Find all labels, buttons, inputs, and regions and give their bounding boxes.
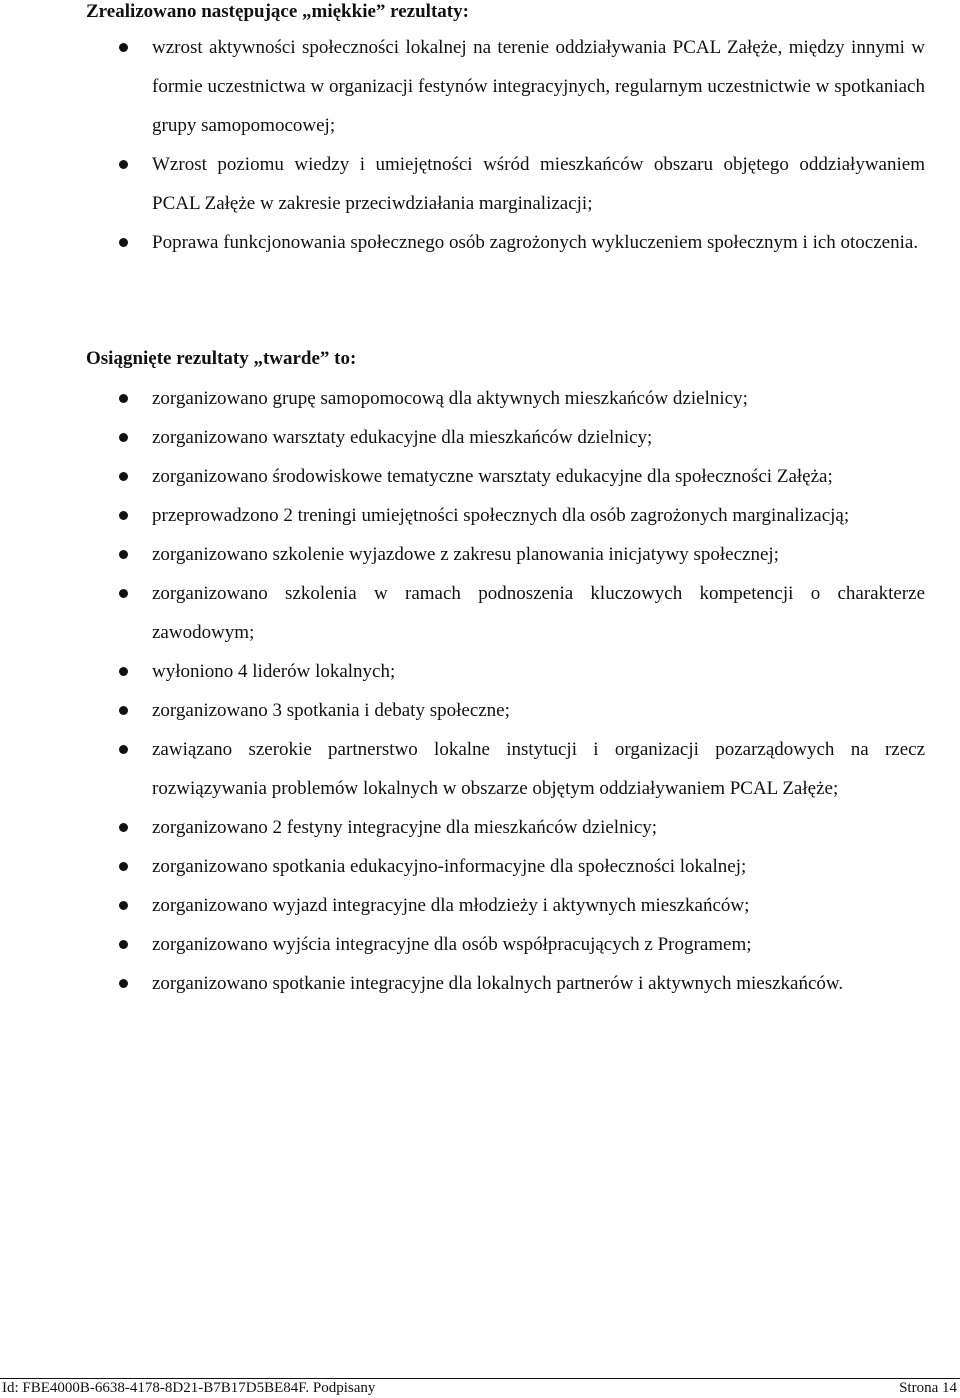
bullet-icon: [119, 862, 128, 871]
list-item-text: zorganizowano szkolenia w ramach podnoszenia kluczowych kompetencji o charakterze zawodowym;: [152, 583, 925, 643]
list-item: [0, 886, 960, 925]
bullet-icon: [119, 238, 128, 247]
bullet-icon: [119, 589, 128, 598]
bullet-icon: [119, 667, 128, 676]
bullet-icon: [119, 979, 128, 988]
bullet-icon: [119, 43, 128, 52]
list-item-text: wzrost aktywności społeczności lokalnej na terenie oddziaływania PCAL Załęże, między innymi w formie uczestnictwa w organizacji festynów integracyjnych, regularnym uczestnictwie w spotkaniach grupy samopomocowej;: [152, 37, 925, 136]
page-footer: [0, 1378, 960, 1398]
list-item-text: zawiązano szerokie partnerstwo lokalne instytucji i organizacji pozarządowych na rzecz rozwiązywania problemów lokalnych w obszarze objętym oddziaływaniem PCAL Załęże;: [152, 739, 925, 799]
list-item: [0, 964, 960, 1003]
list-item: [0, 808, 960, 847]
bullet-icon: [119, 550, 128, 559]
list-item: [0, 496, 960, 535]
list-item: [0, 457, 960, 496]
list-item-text: zorganizowano spotkanie integracyjne dla lokalnych partnerów i aktywnych mieszkańców.: [152, 973, 844, 994]
bullet-icon: [119, 394, 128, 403]
bullet-icon: [119, 511, 128, 520]
list-item: [0, 730, 960, 808]
list-item: [0, 145, 960, 223]
bullet-icon: [119, 901, 128, 910]
list-item-text: zorganizowano 2 festyny integracyjne dla mieszkańców dzielnicy;: [152, 817, 658, 838]
bullet-icon: [119, 160, 128, 169]
list-item-text: zorganizowano szkolenie wyjazdowe z zakresu planowania inicjatywy społecznej;: [152, 544, 779, 565]
document-id: Id: FBE4000B-6638-4178-8D21-B7B17D5BE84F. Podpisany: [2, 1380, 376, 1396]
bullet-icon: [119, 940, 128, 949]
bullet-icon: [119, 706, 128, 715]
list-item: [0, 535, 960, 574]
list-item: [0, 652, 960, 691]
bullet-icon: [119, 433, 128, 442]
list-item-text: Poprawa funkcjonowania społecznego osób zagrożonych wykluczeniem społecznym i ich otoczenia.: [152, 232, 919, 253]
bullet-icon: [119, 472, 128, 481]
hard-results-heading: Osiągnięte rezultaty „twarde” to:: [86, 348, 357, 369]
list-item-text: zorganizowano warsztaty edukacyjne dla mieszkańców dzielnicy;: [152, 427, 653, 448]
list-item: [0, 574, 960, 652]
bullet-icon: [119, 745, 128, 754]
soft-results-list: [0, 28, 960, 262]
list-item: [0, 691, 960, 730]
list-item-text: przeprowadzono 2 treningi umiejętności społecznych dla osób zagrożonych marginalizacją;: [152, 505, 850, 526]
list-item-text: zorganizowano spotkania edukacyjno-informacyjne dla społeczności lokalnej;: [152, 856, 747, 877]
page-number: Strona 14: [899, 1380, 957, 1396]
list-item: [0, 28, 960, 145]
list-item: [0, 223, 960, 262]
list-item-text: zorganizowano grupę samopomocową dla aktywnych mieszkańców dzielnicy;: [152, 388, 748, 409]
list-item: [0, 847, 960, 886]
list-item-text: zorganizowano wyjazd integracyjne dla młodzieży i aktywnych mieszkańców;: [152, 895, 750, 916]
soft-results-heading: Zrealizowano następujące „miękkie” rezultaty:: [86, 1, 469, 22]
list-item: [0, 418, 960, 457]
list-item-text: wyłoniono 4 liderów lokalnych;: [152, 661, 396, 682]
bullet-icon: [119, 823, 128, 832]
hard-results-list: [0, 379, 960, 1003]
list-item-text: Wzrost poziomu wiedzy i umiejętności wśród mieszkańców obszaru objętego oddziaływaniem PCAL Załęże w zakresie przeciwdziałania marginalizacji;: [152, 154, 925, 214]
list-item: [0, 379, 960, 418]
list-item: [0, 925, 960, 964]
list-item-text: zorganizowano środowiskowe tematyczne warsztaty edukacyjne dla społeczności Załęża;: [152, 466, 833, 487]
list-item-text: zorganizowano 3 spotkania i debaty społeczne;: [152, 700, 510, 721]
list-item-text: zorganizowano wyjścia integracyjne dla osób współpracujących z Programem;: [152, 934, 752, 955]
